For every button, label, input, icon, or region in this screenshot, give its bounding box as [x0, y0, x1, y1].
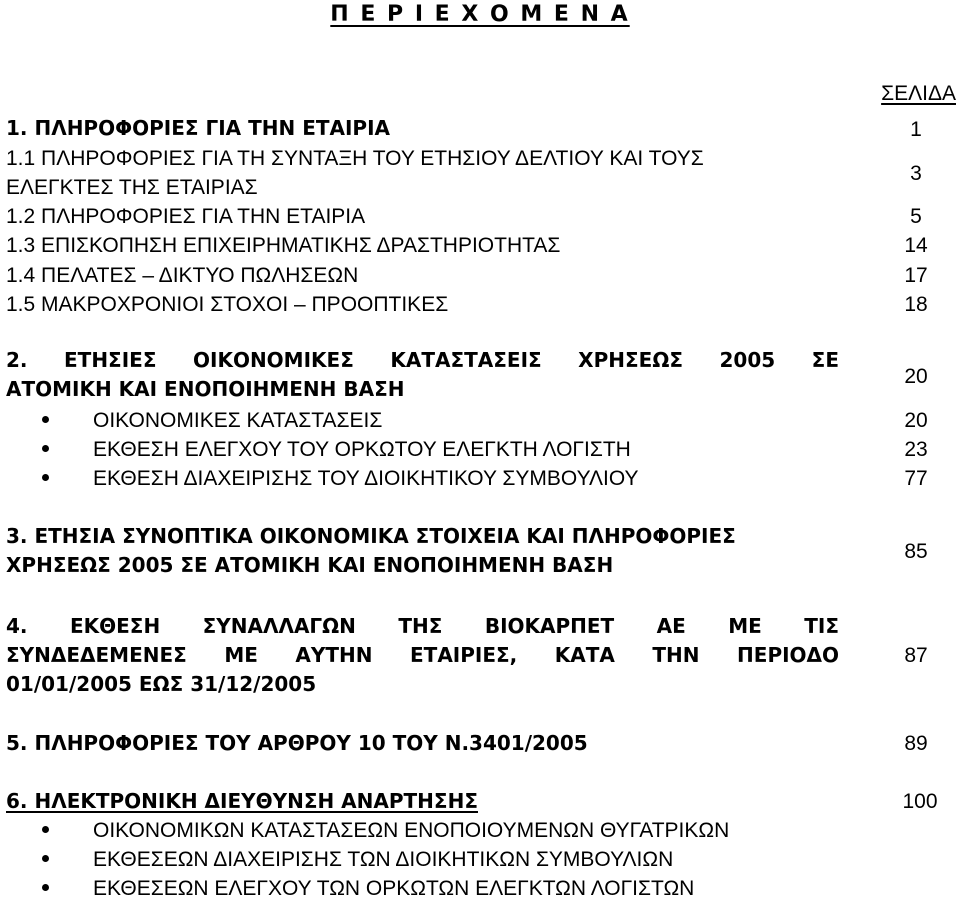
toc-page-number: 3 [910, 162, 922, 185]
toc-entry-1-5[interactable]: 1.5 ΜΑΚΡΟΧΡΟΝΙΟΙ ΣΤΟΧΟΙ – ΠΡΟΟΠΤΙΚΕΣ [6, 293, 449, 316]
toc-entry-1-3[interactable]: 1.3 ΕΠΙΣΚΟΠΗΣΗ ΕΠΙΧΕΙΡΗΜΑΤΙΚΗΣ ΔΡΑΣΤΗΡΙΟΤΗΤΑΣ [6, 234, 561, 257]
bullet-icon [42, 416, 49, 423]
toc-entry-section-2[interactable] [6, 346, 839, 404]
toc-page-number: 23 [904, 438, 928, 461]
toc-page-number: 1 [910, 118, 922, 141]
toc-entry-section-5[interactable]: 5. ΠΛΗΡΟΦΟΡΙΕΣ ΤΟΥ ΑΡΘΡΟΥ 10 ΤΟΥ Ν.3401/2005 [6, 731, 588, 755]
toc-entry-1-2[interactable]: 1.2 ΠΛΗΡΟΦΟΡΙΕΣ ΓΙΑ ΤΗΝ ΕΤΑΙΡΙΑ [6, 205, 366, 228]
toc-page-number: 87 [904, 644, 928, 667]
toc-entry-section-6[interactable]: 6. ΗΛΕΚΤΡΟΝΙΚΗ ΔΙΕΥΘΥΝΣΗ ΑΝΑΡΤΗΣΗΣ [6, 789, 478, 813]
toc-entry-section-3[interactable]: 3. ΕΤΗΣΙΑ ΣΥΝΟΠΤΙΚΑ ΟΙΚΟΝΟΜΙΚΑ ΣΤΟΙΧΕΙΑ ΚΑΙ ΠΛΗΡΟΦΟΡΙΕΣ [6, 524, 736, 548]
toc-subentry-subsidiary-statements[interactable]: ΟΙΚΟΝΟΜΙΚΩΝ ΚΑΤΑΣΤΑΣΕΩΝ ΕΝΟΠΟΙΟΥΜΕΝΩΝ ΘΥΓΑΤΡΙΚΩΝ [42, 816, 729, 845]
toc-subentry-financial-statements[interactable]: ΟΙΚΟΝΟΜΙΚΕΣ ΚΑΤΑΣΤΑΣΕΙΣ [42, 406, 382, 435]
toc-entry-1-4[interactable]: 1.4 ΠΕΛΑΤΕΣ – ΔΙΚΤΥΟ ΠΩΛΗΣΕΩΝ [6, 264, 359, 287]
toc-page-number: 85 [904, 540, 928, 563]
toc-subentry-auditor-reports[interactable]: ΕΚΘΕΣΕΩΝ ΕΛΕΓΧΟΥ ΤΩΝ ΟΡΚΩΤΩΝ ΕΛΕΓΚΤΩΝ ΛΟΓΙΣΤΩΝ [42, 874, 694, 903]
toc-page-number: 5 [910, 205, 922, 228]
bullet-icon [42, 445, 49, 452]
toc-page-number: 14 [904, 234, 928, 257]
bullet-icon [42, 826, 49, 833]
bullet-icon [42, 855, 49, 862]
toc-entry-2-line1: 2. ΕΤΗΣΙΕΣ ΟΙΚΟΝΟΜΙΚΕΣ ΚΑΤΑΣΤΑΣΕΙΣ ΧΡΗΣΕΩΣ 2005 ΣΕ [6, 348, 839, 372]
toc-entry-section-4[interactable] [6, 612, 839, 699]
toc-entry-1-1[interactable]: 1.1 ΠΛΗΡΟΦΟΡΙΕΣ ΓΙΑ ΤΗ ΣΥΝΤΑΞΗ ΤΟΥ ΕΤΗΣΙΟΥ ΔΕΛΤΙΟΥ ΚΑΙ ΤΟΥΣ [6, 147, 704, 170]
toc-page-number: 18 [904, 293, 928, 316]
toc-entry-4-line2: ΣΥΝΔΕΔΕΜΕΝΕΣ ΜΕ ΑΥΤΗΝ ΕΤΑΙΡΙΕΣ, ΚΑΤΑ ΤΗΝ ΠΕΡΙΟΔΟ [6, 643, 840, 667]
bullet-icon [42, 474, 49, 481]
toc-entry-2-line2: ΑΤΟΜΙΚΗ ΚΑΙ ΕΝΟΠΟΙΗΜΕΝΗ ΒΑΣΗ [6, 377, 405, 401]
toc-page-number: 89 [904, 732, 928, 755]
toc-page-number: 20 [904, 365, 928, 388]
toc-entry-section-1[interactable]: 1. ΠΛΗΡΟΦΟΡΙΕΣ ΓΙΑ ΤΗΝ ΕΤΑΙΡΙΑ [6, 116, 390, 140]
page-column-header: ΣΕΛΙΔΑ [881, 82, 956, 105]
toc-page-number: 100 [902, 790, 938, 813]
toc-entry-1-1-cont: ΕΛΕΓΚΤΕΣ ΤΗΣ ΕΤΑΙΡΙΑΣ [6, 176, 258, 199]
toc-entry-3-cont: ΧΡΗΣΕΩΣ 2005 ΣΕ ΑΤΟΜΙΚΗ ΚΑΙ ΕΝΟΠΟΙΗΜΕΝΗ ΒΑΣΗ [6, 553, 614, 577]
toc-entry-4-line3: 01/01/2005 ΕΩΣ 31/12/2005 [6, 672, 317, 696]
toc-subentry-board-reports[interactable]: ΕΚΘΕΣΕΩΝ ΔΙΑΧΕΙΡΙΣΗΣ ΤΩΝ ΔΙΟΙΚΗΤΙΚΩΝ ΣΥΜΒΟΥΛΙΩΝ [42, 845, 673, 874]
toc-page-number: 77 [904, 467, 928, 490]
bullet-icon [42, 884, 49, 891]
document-title: Π Ε Ρ Ι Ε Χ Ο Μ Ε Ν Α [330, 2, 630, 27]
toc-subentry-management-report[interactable]: ΕΚΘΕΣΗ ΔΙΑΧΕΙΡΙΣΗΣ ΤΟΥ ΔΙΟΙΚΗΤΙΚΟΥ ΣΥΜΒΟΥΛΙΟΥ [42, 464, 639, 493]
toc-entry-4-line1: 4. ΕΚΘΕΣΗ ΣΥΝΑΛΛΑΓΩΝ ΤΗΣ ΒΙΟΚΑΡΠΕΤ ΑΕ ΜΕ ΤΙΣ [6, 614, 839, 638]
toc-page-number: 20 [904, 409, 928, 432]
toc-page-number: 17 [904, 264, 928, 287]
toc-subentry-audit-report[interactable]: ΕΚΘΕΣΗ ΕΛΕΓΧΟΥ ΤΟΥ ΟΡΚΩΤΟΥ ΕΛΕΓΚΤΗ ΛΟΓΙΣΤΗ [42, 435, 631, 464]
